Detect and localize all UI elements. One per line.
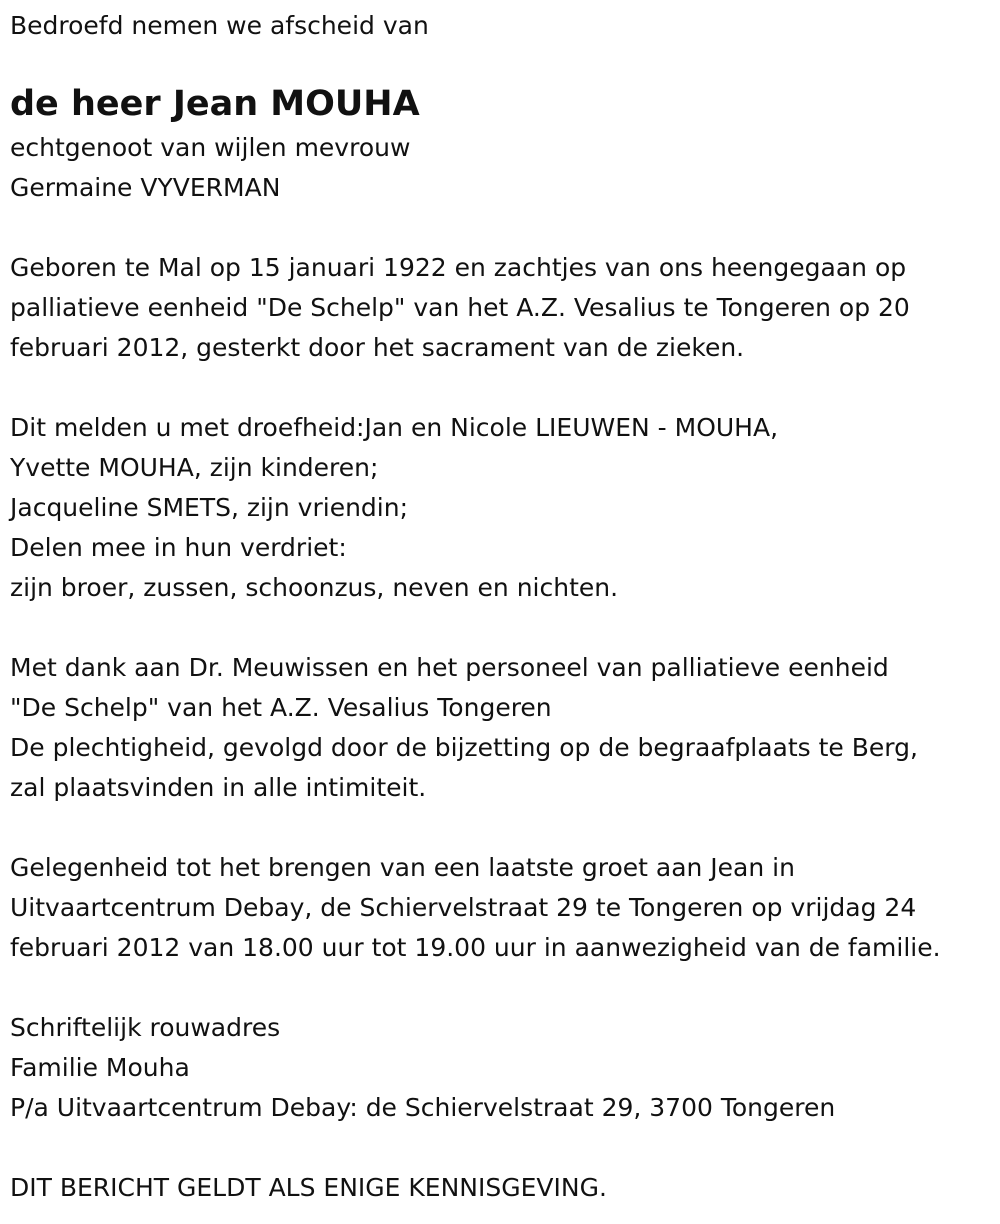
thanks-ceremony-paragraph: [10, 648, 995, 808]
paragraph-line: februari 2012, gesterkt door het sacrament van de zieken.: [10, 333, 745, 362]
paragraph-line: Jacqueline SMETS, zijn vriendin;: [10, 493, 408, 522]
paragraph-gap: [10, 808, 995, 848]
intro-text: Bedroefd nemen we afscheid van: [10, 11, 429, 40]
paragraph-line: Uitvaartcentrum Debay, de Schiervelstraat 29 te Tongeren op vrijdag 24: [10, 893, 917, 922]
paragraph-line: Familie Mouha: [10, 1053, 190, 1082]
paragraph-line: Met dank aan Dr. Meuwissen en het personeel van palliatieve eenheid: [10, 653, 889, 682]
paragraph-gap: [10, 1128, 995, 1168]
paragraph-line: februari 2012 van 18.00 uur tot 19.00 uur in aanwezigheid van de familie.: [10, 933, 941, 962]
paragraph-line: "De Schelp" van het A.Z. Vesalius Tongeren: [10, 693, 552, 722]
spouse-line: echtgenoot van wijlen mevrouw: [10, 133, 411, 162]
address-paragraph: [10, 1008, 995, 1128]
paragraph-line: De plechtigheid, gevolgd door de bijzetting op de begraafplaats te Berg,: [10, 733, 918, 762]
paragraph-line: zijn broer, zussen, schoonzus, neven en nichten.: [10, 573, 619, 602]
paragraph-line: zal plaatsvinden in alle intimiteit.: [10, 773, 427, 802]
paragraph-line: Gelegenheid tot het brengen van een laatste groet aan Jean in: [10, 853, 795, 882]
paragraph-gap: [10, 208, 995, 248]
paragraph-line: Delen mee in hun verdriet:: [10, 533, 347, 562]
visitation-paragraph: [10, 848, 995, 968]
spouse-name: Germaine VYVERMAN: [10, 173, 281, 202]
footer-notice: DIT BERICHT GELDT ALS ENIGE KENNISGEVING.: [10, 1173, 607, 1202]
deceased-name: de heer Jean MOUHA: [10, 84, 420, 124]
paragraph-gap: [10, 608, 995, 648]
paragraph-gap: [10, 368, 995, 408]
paragraph-line: palliatieve eenheid "De Schelp" van het A.Z. Vesalius te Tongeren op 20: [10, 293, 910, 322]
birth-death-paragraph: [10, 248, 995, 368]
paragraph-line: Yvette MOUHA, zijn kinderen;: [10, 453, 379, 482]
obituary-notice: [10, 6, 995, 1208]
paragraph-line: P/a Uitvaartcentrum Debay: de Schiervelstraat 29, 3700 Tongeren: [10, 1093, 836, 1122]
paragraph-line: Schriftelijk rouwadres: [10, 1013, 281, 1042]
paragraph-line: Geboren te Mal op 15 januari 1922 en zachtjes van ons heengegaan op: [10, 253, 907, 282]
paragraph-gap: [10, 968, 995, 1008]
family-paragraph: [10, 408, 995, 608]
paragraph-line: Dit melden u met droefheid:Jan en Nicole LIEUWEN - MOUHA,: [10, 413, 779, 442]
